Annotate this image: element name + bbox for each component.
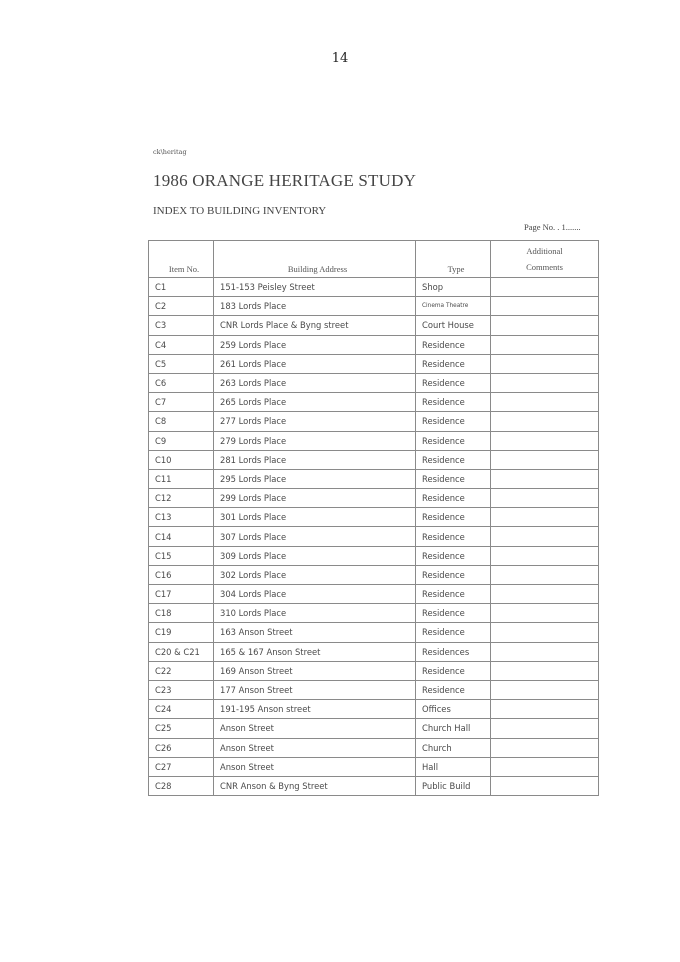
comments-cell <box>491 604 599 623</box>
header-building-address: Building Address <box>214 241 416 278</box>
comments-cell <box>491 508 599 527</box>
comments-cell <box>491 680 599 699</box>
comments-cell <box>491 412 599 431</box>
table-body <box>149 278 599 796</box>
type-cell: Residence <box>416 508 491 527</box>
table-row <box>149 508 599 527</box>
item-cell: C8 <box>149 412 214 431</box>
item-cell: C11 <box>149 469 214 488</box>
address-cell: 304 Lords Place <box>214 585 416 604</box>
table-row <box>149 642 599 661</box>
address-cell: 299 Lords Place <box>214 489 416 508</box>
table-row <box>149 527 599 546</box>
table-row <box>149 412 599 431</box>
comments-cell <box>491 585 599 604</box>
type-cell: Shop <box>416 278 491 297</box>
header-comments-line2: Comments <box>526 262 563 272</box>
document-title: 1986 ORANGE HERITAGE STUDY <box>153 171 417 190</box>
address-cell: 177 Anson Street <box>214 680 416 699</box>
item-cell: C20 & C21 <box>149 642 214 661</box>
type-cell: Residence <box>416 565 491 584</box>
table-row <box>149 757 599 776</box>
table-row <box>149 565 599 584</box>
address-cell: Anson Street <box>214 757 416 776</box>
item-cell: C28 <box>149 776 214 795</box>
table-row <box>149 604 599 623</box>
type-cell: Residence <box>416 412 491 431</box>
table-row <box>149 546 599 565</box>
table-row <box>149 623 599 642</box>
type-cell: Residence <box>416 680 491 699</box>
table-row <box>149 335 599 354</box>
header-comments-line1: Additional <box>526 246 563 256</box>
type-cell: Residence <box>416 546 491 565</box>
table-row <box>149 297 599 316</box>
item-cell: C12 <box>149 489 214 508</box>
address-cell: 259 Lords Place <box>214 335 416 354</box>
address-cell: 295 Lords Place <box>214 469 416 488</box>
item-cell: C4 <box>149 335 214 354</box>
table-row <box>149 661 599 680</box>
type-cell: Residence <box>416 450 491 469</box>
comments-cell <box>491 719 599 738</box>
address-cell: Anson Street <box>214 719 416 738</box>
address-cell: 183 Lords Place <box>214 297 416 316</box>
comments-cell <box>491 527 599 546</box>
item-cell: C26 <box>149 738 214 757</box>
address-cell: 301 Lords Place <box>214 508 416 527</box>
comments-cell <box>491 450 599 469</box>
address-cell: 302 Lords Place <box>214 565 416 584</box>
table-row <box>149 393 599 412</box>
type-cell: Hall <box>416 757 491 776</box>
item-cell: C13 <box>149 508 214 527</box>
type-cell: Residence <box>416 623 491 642</box>
address-cell: CNR Lords Place & Byng street <box>214 316 416 335</box>
type-cell: Residence <box>416 527 491 546</box>
type-cell: Residences <box>416 642 491 661</box>
item-cell: C9 <box>149 431 214 450</box>
comments-cell <box>491 431 599 450</box>
comments-cell <box>491 661 599 680</box>
file-reference: ck\heritag <box>153 148 187 156</box>
item-cell: C27 <box>149 757 214 776</box>
address-cell: Anson Street <box>214 738 416 757</box>
item-cell: C17 <box>149 585 214 604</box>
type-cell: Offices <box>416 700 491 719</box>
comments-cell <box>491 393 599 412</box>
address-cell: 263 Lords Place <box>214 373 416 392</box>
item-cell: C7 <box>149 393 214 412</box>
address-cell: 310 Lords Place <box>214 604 416 623</box>
table-row <box>149 719 599 738</box>
type-cell: Residence <box>416 469 491 488</box>
item-cell: C10 <box>149 450 214 469</box>
address-cell: 265 Lords Place <box>214 393 416 412</box>
comments-cell <box>491 738 599 757</box>
comments-cell <box>491 278 599 297</box>
table-row <box>149 585 599 604</box>
comments-cell <box>491 297 599 316</box>
table-row <box>149 738 599 757</box>
address-cell: 169 Anson Street <box>214 661 416 680</box>
type-cell: Residence <box>416 661 491 680</box>
type-cell: Church Hall <box>416 719 491 738</box>
comments-cell <box>491 623 599 642</box>
comments-cell <box>491 776 599 795</box>
item-cell: C22 <box>149 661 214 680</box>
address-cell: 279 Lords Place <box>214 431 416 450</box>
item-cell: C2 <box>149 297 214 316</box>
address-cell: 165 & 167 Anson Street <box>214 642 416 661</box>
table-row <box>149 373 599 392</box>
comments-cell <box>491 489 599 508</box>
address-cell: 163 Anson Street <box>214 623 416 642</box>
page-number: 14 <box>331 51 349 66</box>
item-cell: C24 <box>149 700 214 719</box>
type-cell: Residence <box>416 373 491 392</box>
comments-cell <box>491 354 599 373</box>
item-cell: C3 <box>149 316 214 335</box>
comments-cell <box>491 757 599 776</box>
comments-cell <box>491 316 599 335</box>
type-cell: Residence <box>416 489 491 508</box>
table-row <box>149 680 599 699</box>
type-cell: Church <box>416 738 491 757</box>
table-row <box>149 316 599 335</box>
comments-cell <box>491 546 599 565</box>
table-row <box>149 431 599 450</box>
comments-cell <box>491 373 599 392</box>
table-row <box>149 700 599 719</box>
type-cell: Residence <box>416 431 491 450</box>
item-cell: C14 <box>149 527 214 546</box>
type-cell: Court House <box>416 316 491 335</box>
comments-cell <box>491 335 599 354</box>
header-type: Type <box>416 241 491 278</box>
item-cell: C18 <box>149 604 214 623</box>
item-cell: C16 <box>149 565 214 584</box>
item-cell: C23 <box>149 680 214 699</box>
table-row <box>149 278 599 297</box>
comments-cell <box>491 700 599 719</box>
address-cell: 307 Lords Place <box>214 527 416 546</box>
address-cell: 151-153 Peisley Street <box>214 278 416 297</box>
comments-cell <box>491 469 599 488</box>
inventory-table <box>148 240 599 796</box>
document-subtitle: INDEX TO BUILDING INVENTORY <box>153 205 327 217</box>
table-row <box>149 489 599 508</box>
type-cell: Residence <box>416 335 491 354</box>
type-cell: Residence <box>416 393 491 412</box>
address-cell: CNR Anson & Byng Street <box>214 776 416 795</box>
type-cell: Cinema Theatre <box>416 297 491 316</box>
type-cell: Public Build <box>416 776 491 795</box>
header-additional-comments <box>491 241 599 278</box>
table-row <box>149 469 599 488</box>
item-cell: C1 <box>149 278 214 297</box>
item-cell: C15 <box>149 546 214 565</box>
item-cell: C6 <box>149 373 214 392</box>
table-row <box>149 354 599 373</box>
address-cell: 309 Lords Place <box>214 546 416 565</box>
item-cell: C19 <box>149 623 214 642</box>
header-item-no: Item No. <box>149 241 214 278</box>
item-cell: C25 <box>149 719 214 738</box>
address-cell: 277 Lords Place <box>214 412 416 431</box>
page-label: Page No. . 1....... <box>524 222 581 232</box>
comments-cell <box>491 642 599 661</box>
address-cell: 281 Lords Place <box>214 450 416 469</box>
table-row <box>149 450 599 469</box>
type-cell: Residence <box>416 585 491 604</box>
type-cell: Residence <box>416 604 491 623</box>
address-cell: 261 Lords Place <box>214 354 416 373</box>
address-cell: 191-195 Anson street <box>214 700 416 719</box>
table-header-row <box>149 241 599 278</box>
table-row <box>149 776 599 795</box>
type-cell: Residence <box>416 354 491 373</box>
item-cell: C5 <box>149 354 214 373</box>
comments-cell <box>491 565 599 584</box>
